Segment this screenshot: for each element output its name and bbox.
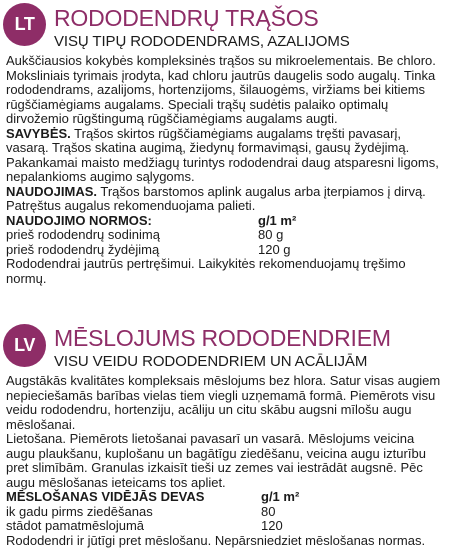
product-subtitle-lt: VISŲ TIPŲ RODODENDRAMS, AZALIJOMS <box>54 33 350 50</box>
dose-label: ik gadu pirms ziedēšanas <box>6 503 153 519</box>
dose-label: stādot pamatmēslojumā <box>6 518 145 533</box>
dose-row-lt <box>6 243 446 258</box>
dose-row-lt <box>6 228 446 243</box>
description-lt <box>6 54 446 286</box>
properties-text-lt: Trąšos skirtos rūgščiamėgiams augalams tręšti pavasarį, vasarą. Trąšos skatina augimą, žiedynų formavimąsi, gausų žydėjimą. Pakankamai maisto medžiagų turintys rododendrai daug atsparesni ligoms, nepalankioms augimo sąlygoms. <box>6 125 439 184</box>
dose-table-header-lv <box>6 490 446 505</box>
dose-value: 120 g <box>258 241 291 257</box>
dose-header-label-lt: NAUDOJIMO NORMOS: <box>6 212 152 228</box>
dose-value: 80 g <box>258 227 284 242</box>
dose-table-header-lt <box>6 214 446 229</box>
dose-row-lv <box>6 519 446 534</box>
product-title-lt: RODODENDRŲ TRĄŠOS <box>54 5 319 31</box>
description-lv <box>6 374 446 548</box>
warning-note-lt: Rododendrai jautrūs pertręšimui. Laikykitės rekomenduojamų tręšimo normų. <box>6 256 406 286</box>
dose-value: 80 <box>261 503 276 519</box>
product-subtitle-lv: VISU VEIDU RODODENDRIEM UN ACĀLIJĀM <box>54 353 368 370</box>
dose-row-lv <box>6 505 446 520</box>
dose-label: prieš rododendrų žydėjimą <box>6 241 160 257</box>
usage-paragraph-lt <box>6 185 446 214</box>
usage-paragraph-lv: Lietošana. Piemērots lietošanai pavasarī un vasarā. Mēslojums veicina augu plaukšanu, kuplošanu un bagātīgu ziedēšanu, veicina augu izturību pret slimībām. Granulas izkaisīt tieši uz zemes vai iestrādāt augsnē. Pēc augu mēslošanas ieteicams tos apliet. <box>6 431 426 490</box>
usage-text-lt: Trąšos barstomos aplink augalus arba įterpiamos į dirvą. Patręštus augalus rekomenduojama palieti. <box>6 183 426 213</box>
language-badge-lv: LV <box>3 324 46 367</box>
dose-header-label-lv: MĒSLOŠANAS VIDĒJĀS DEVAS <box>6 489 205 504</box>
properties-label-lt: SAVYBĖS. <box>6 125 71 141</box>
warning-note-lv: Rododendri ir jūtīgi pret mēslošanu. Nepārsniedziet mēslošanas normas. <box>6 532 426 548</box>
intro-paragraph-lt: Aukščiausios kokybės kompleksinės trąšos su mikroelementais. Be chloro. Moksliniais tyrimais įrodyta, kad chloru jautrūs daugelis sodo augalų. Tinka rododendrams, azalijoms, hortenzijoms, šilauogėms, viržiams bei kitiems rūgščiamėgiams augalams. Speciali trąšų sudėtis palaiko optimalų dirvožemio rūgštingumą rūgščiamėgiams augalams augti. <box>6 53 436 126</box>
language-badge-lt: LT <box>3 3 46 46</box>
properties-paragraph-lt <box>6 127 446 185</box>
usage-label-lt: NAUDOJIMAS. <box>6 183 98 199</box>
dose-value: 120 <box>261 518 283 533</box>
dose-header-unit-lv: g/1 m² <box>261 489 300 504</box>
intro-paragraph-lv: Augstākās kvalitātes kompleksais mēslojums bez hlora. Satur visas augiem nepieciešamās barības vielas tiem viegli uzņemamā formā. Piemērots visu veidu rododendru, hortenziju, acāliju un citu skābu augsni mīlošu augu mēslošanai. <box>6 373 441 432</box>
product-title-lv: MĒSLOJUMS RODODENDRIEM <box>54 325 391 351</box>
dose-header-unit-lt: g/1 m² <box>258 212 297 228</box>
dose-label: prieš rododendrų sodinimą <box>6 227 160 242</box>
